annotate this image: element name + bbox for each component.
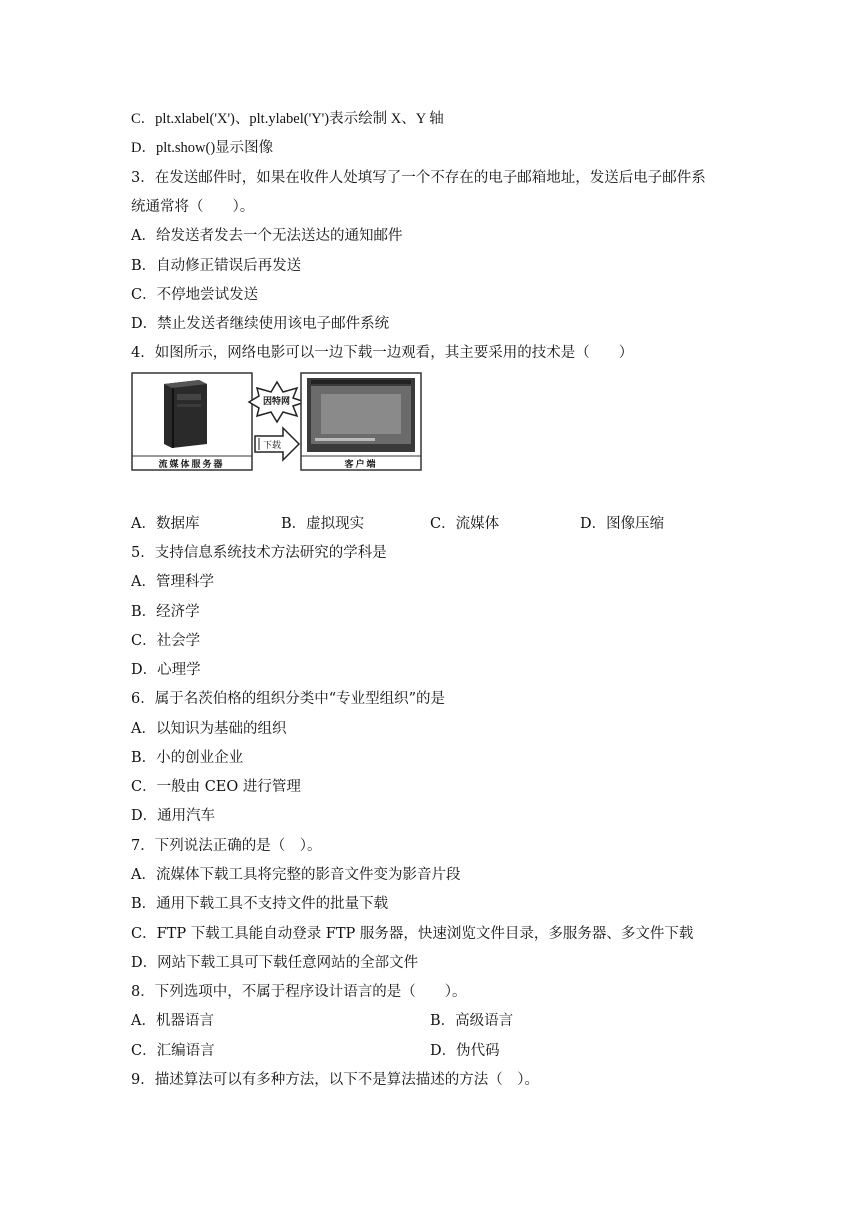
q4-option-b: B．虚拟现实 (281, 516, 365, 532)
q6-stem: 6．属于名茨伯格的组织分类中“专业型组织”的是 (131, 691, 446, 707)
q5-stem: 5．支持信息系统技术方法研究的学科是 (131, 545, 387, 561)
client-label: 客户端 (344, 460, 378, 470)
q4-option-c: C．流媒体 (430, 516, 500, 532)
q2-option-c: C．plt.xlabel('X')、plt.ylabel('Y')表示绘制 X、Y 轴 (131, 111, 444, 127)
q5-option-a: A．管理科学 (131, 574, 214, 590)
q7-option-c: C．FTP 下载工具能自动登录 FTP 服务器，快速浏览文件目录，多服务器、多文件下载 (131, 926, 694, 942)
q5-option-c: C．社会学 (131, 633, 201, 649)
internet-label: 因特网 (263, 397, 291, 407)
q7-option-d: D．网站下载工具可下载任意网站的全部文件 (131, 955, 419, 971)
q6-option-c: C．一般由 CEO 进行管理 (131, 779, 301, 795)
q3-option-b: B．自动修正错误后再发送 (131, 258, 302, 274)
q8-option-c: C．汇编语言 (131, 1043, 215, 1059)
server-label: 流媒体服务器 (158, 460, 225, 470)
q6-option-a: A．以知识为基础的组织 (131, 721, 287, 737)
q3-option-c: C．不停地尝试发送 (131, 287, 259, 303)
q3-option-d: D．禁止发送者继续使用该电子邮件系统 (131, 316, 390, 332)
q9-stem: 9．描述算法可以有多种方法，以下不是算法描述的方法（ ）。 (131, 1072, 539, 1088)
q8-option-b: B．高级语言 (430, 1013, 514, 1029)
q2-option-d: D．plt.show()显示图像 (131, 140, 274, 156)
client-screen-icon (307, 378, 415, 452)
q3-option-a: A．给发送者发去一个无法送达的通知邮件 (131, 228, 403, 244)
server-tower-icon (164, 380, 207, 448)
q8-stem: 8．下列选项中，不属于程序设计语言的是（ ）。 (131, 984, 467, 1000)
download-label: 下载 (263, 441, 282, 451)
q4-stem: 4．如图所示，网络电影可以一边下载一边观看，其主要采用的技术是（ ） (131, 345, 634, 361)
q8-option-d: D．伪代码 (430, 1043, 500, 1059)
q7-option-a: A．流媒体下载工具将完整的影音文件变为影音片段 (131, 867, 461, 883)
streaming-figure (131, 372, 423, 472)
q3-stem-line-2: 统通常将（ ）。 (131, 199, 255, 215)
q3-stem-line-1: 3．在发送邮件时，如果在收件人处填写了一个不存在的电子邮箱地址，发送后电子邮件系 (131, 170, 706, 186)
q8-option-a: A．机器语言 (131, 1013, 214, 1029)
q5-option-d: D．心理学 (131, 662, 201, 678)
q4-option-d: D．图像压缩 (580, 516, 665, 532)
q4-option-a: A．数据库 (131, 516, 200, 532)
q7-option-b: B．通用下载工具不支持文件的批量下载 (131, 896, 389, 912)
q5-option-b: B．经济学 (131, 604, 200, 620)
q6-option-d: D．通用汽车 (131, 808, 216, 824)
q6-option-b: B．小的创业企业 (131, 750, 244, 766)
q7-stem: 7．下列说法正确的是（ ）。 (131, 838, 322, 854)
